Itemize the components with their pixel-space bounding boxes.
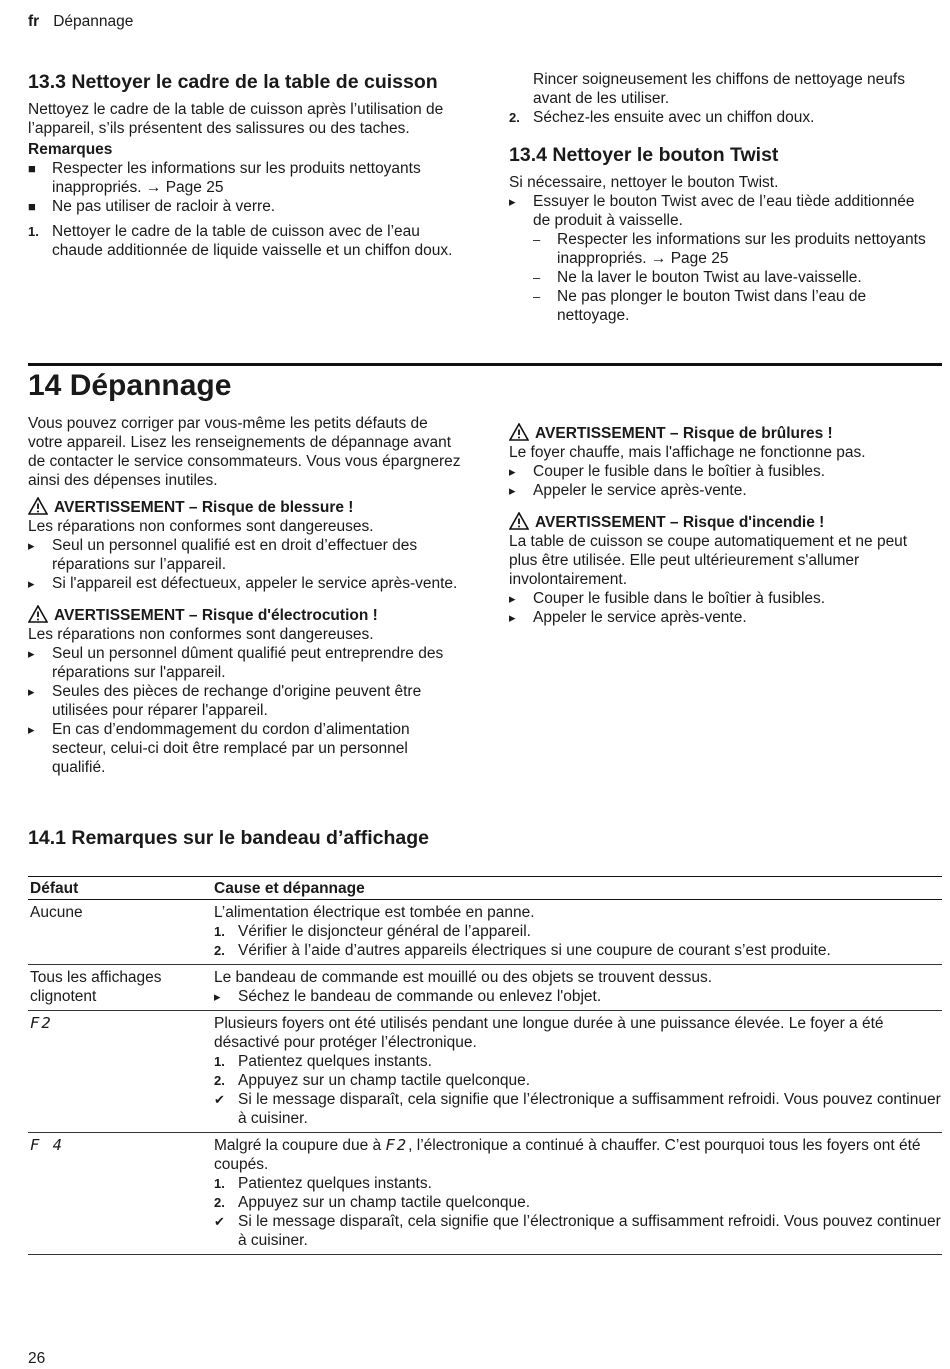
table-row [28,900,942,965]
table-row [28,1011,942,1133]
section-13-4-intro: Si nécessaire, nettoyer le bouton Twist. [509,174,779,191]
list-item: 2. Appuyez sur un champ tactile quelconque. [214,1072,531,1089]
list-item: 1. Patientez quelques instants. [214,1053,432,1070]
warning-injury-title: AVERTISSEMENT – Risque de blessure ! [28,497,463,517]
list-item: ▸ Couper le fusible dans le boîtier à fusibles. [509,590,826,607]
cause-cell: Malgré la coupure due à F2, l’électronique a continué à chauffer. C’est pourquoi tous les foyers ont été coupés. 1. Patientez quelques instants. 2. Appuyez sur un champ tactile quelconque. ✔ Si le message disparaît, cela signifie que l’électronique a suffisamment refroidi. Vous pouvez continuer à cuisiner. [212,1133,942,1255]
cause-cell: Le bandeau de commande est mouillé ou des objets se trouvent dessus. ▸ Séchez le bandeau de commande ou enlevez l'objet. [212,965,942,1011]
table-header-row [28,877,942,900]
list-item: ▸ Si l'appareil est défectueux, appeler le service après-vente. [28,575,458,592]
fault-cell [28,1133,212,1255]
section-14-1-title: 14.1 Remarques sur le bandeau d’affichage [28,827,429,849]
steps-list [28,222,468,260]
list-item: ▸ Seul un personnel qualifié est en droit d’effectuer des réparations sur l’appareil. [28,537,418,573]
column-header-fault: Défaut [28,877,212,900]
warning-shock-list [28,644,463,777]
section-13-3-title: 13.3 Nettoyer le cadre de la table de cuisson [28,71,438,93]
check-icon: ✔ [214,1214,225,1229]
list-item: ▸ Seules des pièces de rechange d'origine peuvent être utilisées pour réparer l'appareil. [28,683,422,719]
warning-icon [28,605,48,623]
list-item: – Respecter les informations sur les produits nettoyants inappropriés. → Page 25 [533,231,926,267]
warning-injury-text: Les réparations non conformes sont dangereuses. [28,518,374,535]
list-item: – Ne la laver le bouton Twist au lave-vaisselle. [533,269,862,286]
table-row [28,1133,942,1255]
cause-cell: L’alimentation électrique est tombée en panne. 1. Vérifier le disjoncteur général de l’appareil. 2. Vérifier à l’aide d’autres appareils électriques si une coupure de courant s’est produite. [212,900,942,965]
list-item: ✔ Si le message disparaît, cela signifie que l’électronique a suffisamment refroidi. Vous pouvez continuer à cuisiner. [214,1213,941,1249]
list-item: ▸ Essuyer le bouton Twist avec de l’eau tiède additionnée de produit à vaisselle. [509,193,915,229]
table-row [28,965,942,1011]
section-13-3 [28,70,468,260]
list-item: 1. Vérifier le disjoncteur général de l’appareil. [214,923,531,940]
fault-cell: Tous les affichages clignotent [28,965,212,1011]
list-item: 1. Nettoyer le cadre de la table de cuisson avec de l’eau chaude additionnée de liquide vaisselle et un chiffon doux. [28,223,453,259]
warning-icon [28,497,48,515]
list-item: ▸ En cas d’endommagement du cordon d’alimentation secteur, celui-ci doit être remplacé par un personnel qualifié. [28,721,410,776]
fault-cell [28,1011,212,1133]
right-column-top [509,70,934,325]
list-item: – Ne pas plonger le bouton Twist dans l’eau de nettoyage. [533,288,867,324]
list-item: ■ Respecter les informations sur les produits nettoyants inappropriés. → Page 25 [28,160,421,196]
list-item: 2. Appuyez sur un champ tactile quelconque. [214,1194,531,1211]
warning-burn-list [509,462,934,500]
list-item: ✔ Si le message disparaît, cela signifie que l’électronique a suffisamment refroidi. Vous pouvez continuer à cuisiner. [214,1091,941,1127]
warning-icon [509,423,529,441]
section-13-3-intro: Nettoyez le cadre de la table de cuisson après l’utilisation de l’appareil, s’ils présentent des salissures ou des taches. [28,101,444,137]
list-item: ▸ Appeler le service après-vente. [509,609,747,626]
steps-list-continued [509,70,934,127]
chapter-divider [28,363,942,366]
error-code-f2: F2 [385,1136,409,1154]
warning-icon [509,512,529,530]
section-13-4-title: 13.4 Nettoyer le bouton Twist [509,144,779,166]
list-item: 1. Patientez quelques instants. [214,1175,432,1192]
list-item: ▸ Couper le fusible dans le boîtier à fusibles. [509,463,826,480]
check-icon: ✔ [214,1092,225,1107]
running-header [28,12,133,31]
warning-shock-text: Les réparations non conformes sont dangereuses. [28,626,374,643]
header-title: Dépannage [53,13,134,30]
warning-shock-title: AVERTISSEMENT – Risque d'électrocution ! [28,605,463,625]
warning-injury-list [28,536,463,593]
warning-fire-list [509,589,934,627]
chapter-14-left [28,414,463,777]
list-item: ■ Ne pas utiliser de racloir à verre. [28,198,276,215]
page-number: 26 [28,1350,46,1367]
warning-burn-text: Le foyer chauffe, mais l'affichage ne fonctionne pas. [509,444,866,461]
twist-list [509,192,934,325]
fault-cell: Aucune [28,900,212,965]
column-header-cause: Cause et dépannage [212,877,942,900]
error-code-f4: F 4 [30,1136,64,1154]
lang-code: fr [28,13,40,30]
warning-fire-text: La table de cuisson se coupe automatiquement et ne peut plus être utilisée. Elle peut ultérieurement s'allumer involontairement. [509,533,908,588]
list-item: 2. Vérifier à l’aide d’autres appareils électriques si une coupure de courant s’est produite. [214,942,831,959]
chapter-14-right [509,423,934,627]
cause-cell: Plusieurs foyers ont été utilisés pendant une longue durée à une puissance élevée. Le foyer a été désactivé pour protéger l’électronique. 1. Patientez quelques instants. 2. Appuyez sur un champ tactile quelconque. ✔ Si le message disparaît, cela signifie que l’électronique a suffisamment refroidi. Vous pouvez continuer à cuisiner. [212,1011,942,1133]
error-code-f2: F2 [30,1014,53,1032]
notes-title: Remarques [28,141,113,158]
chapter-title: 14 Dépannage [28,369,232,402]
warning-burn-title: AVERTISSEMENT – Risque de brûlures ! [509,423,934,443]
list-item: ▸ Appeler le service après-vente. [509,482,747,499]
chapter-intro: Vous pouvez corriger par vous-même les petits défauts de votre appareil. Lisez les renseignements de dépannage avant de contacter le service consommateurs. Vous vous épargnerez ainsi des dépenses inutiles. [28,415,461,489]
list-item: ▸ Séchez le bandeau de commande ou enlevez l'objet. [214,988,602,1005]
display-fault-table [28,876,942,1255]
list-item: Rincer soigneusement les chiffons de nettoyage neufs avant de les utiliser. [533,71,905,107]
list-item: 2. Séchez-les ensuite avec un chiffon doux. [509,109,815,126]
list-item: ▸ Seul un personnel dûment qualifié peut entreprendre des réparations sur l'appareil. [28,645,444,681]
warning-fire-title: AVERTISSEMENT – Risque d'incendie ! [509,512,934,532]
notes-list [28,159,468,216]
